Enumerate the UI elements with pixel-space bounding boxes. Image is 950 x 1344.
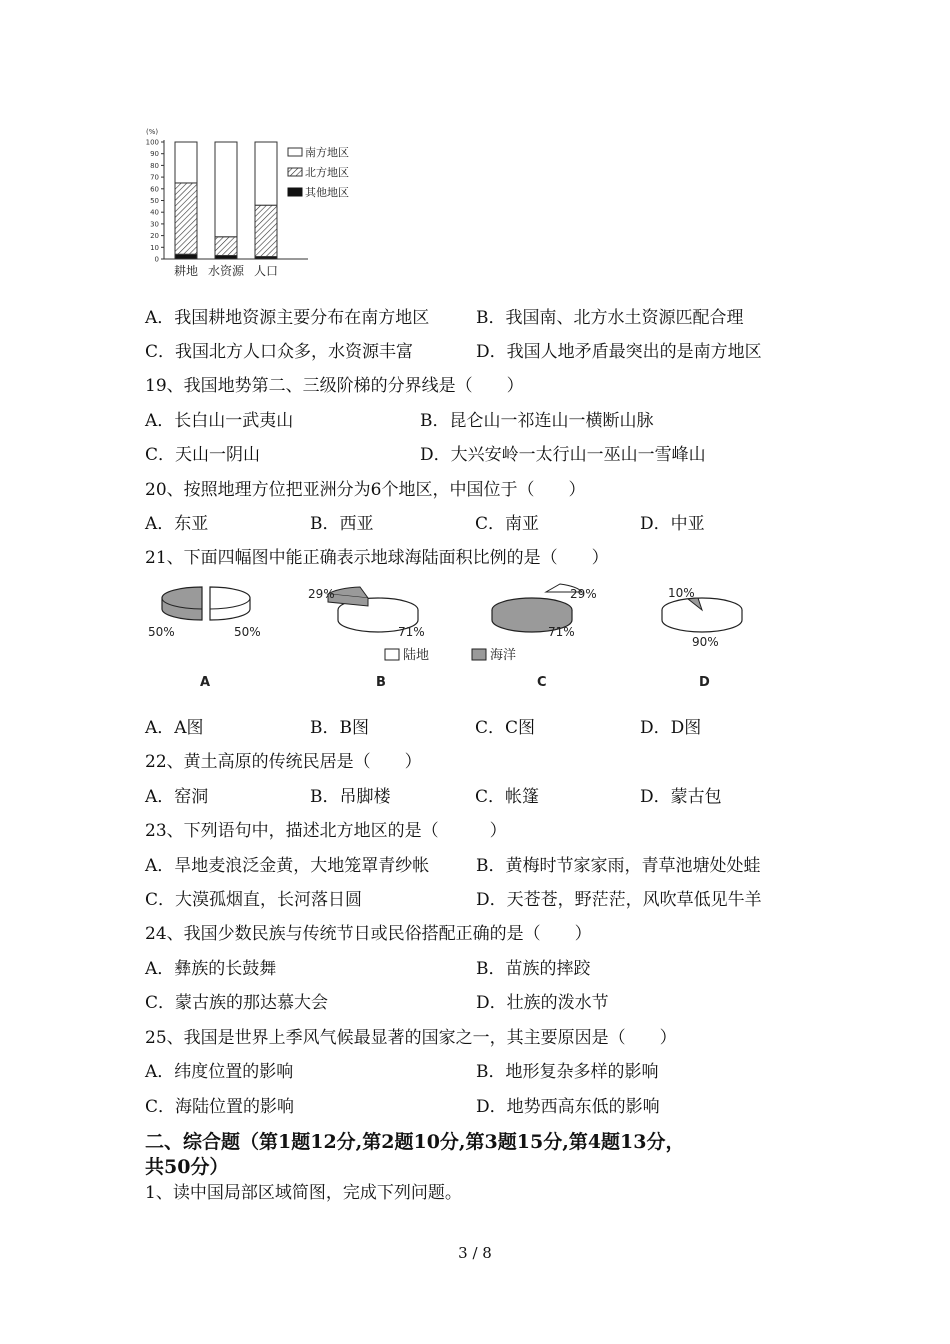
q22-option-d: D．蒙古包: [640, 787, 722, 807]
q18-option-d: D．我国人地矛盾最突出的是南方地区: [476, 342, 762, 362]
pie-b-land-label: 71%: [398, 625, 425, 639]
q19-option-a: A．长白山一武夷山: [145, 411, 294, 431]
y-tick-label: 0: [154, 255, 159, 264]
q23-option-c: C．大漠孤烟直，长河落日圆: [145, 890, 363, 910]
bar-segment: [255, 142, 277, 205]
q24-option-c: C．蒙古族的那达慕大会: [145, 993, 329, 1013]
y-tick-label: 10: [150, 243, 159, 252]
legend-label-south: 南方地区: [305, 146, 349, 159]
pie-d-ocean-label: 10%: [668, 586, 695, 600]
q21-option-c: C．C图: [475, 718, 536, 738]
pie-d-land-label: 90%: [692, 635, 719, 649]
q25-stem: 25、我国是世界上季风气候最显著的国家之一，其主要原因是（ ）: [145, 1028, 677, 1048]
pie-c-letter: C: [537, 675, 547, 690]
bar-segment: [215, 142, 237, 237]
y-tick-label: 70: [150, 173, 159, 182]
x-category-label: 水资源: [207, 264, 245, 278]
section-2-title-line1: 二、综合题（第1题12分,第2题10分,第3题15分,第4题13分，: [145, 1131, 685, 1153]
q19-option-c: C．天山一阴山: [145, 445, 261, 465]
y-tick-label: 90: [150, 150, 159, 159]
q20-option-a: A．东亚: [145, 514, 209, 534]
bar-segment: [255, 205, 277, 256]
pie-figure-c: [492, 584, 597, 690]
q23-stem: 23、下列语句中，描述北方地区的是（ ）: [145, 821, 507, 841]
q21-option-d: D．D图: [640, 718, 702, 738]
legend-swatch-other: [288, 188, 302, 196]
pie-a-land-label: 50%: [234, 625, 261, 639]
q20-option-c: C．南亚: [475, 514, 540, 534]
y-tick-label: 50: [150, 197, 159, 205]
resource-distribution-chart: [140, 122, 380, 284]
q23-option-d: D．天苍苍，野茫茫，风吹草低见牛羊: [476, 890, 762, 910]
q24-option-a: A．彝族的长鼓舞: [145, 959, 277, 979]
q20-option-b: B．西亚: [310, 514, 374, 534]
q25-option-b: B．地形复杂多样的影响: [476, 1062, 659, 1082]
q20-stem: 20、按照地理方位把亚洲分为6个地区，中国位于（ ）: [145, 480, 586, 500]
legend-swatch-south: [288, 148, 302, 156]
legend-land-label: 陆地: [403, 648, 430, 663]
pie-c-ocean-label: 71%: [548, 625, 575, 639]
legend-ocean-swatch: [472, 649, 486, 660]
q24-option-d: D．壮族的泼水节: [476, 993, 609, 1013]
bar-segment: [215, 237, 237, 256]
bar-segment: [175, 142, 197, 183]
x-category-label: 人口: [253, 264, 279, 278]
q22-option-c: C．帐篷: [475, 787, 540, 807]
q21-option-b: B．B图: [310, 718, 369, 738]
pie-a-letter: A: [200, 675, 211, 690]
section-2-title-line2: 共50分）: [145, 1156, 229, 1178]
q18-option-b: B．我国南、北方水土资源匹配合理: [476, 308, 744, 328]
q23-option-b: B．黄梅时节家家雨，青草池塘处处蛙: [476, 856, 761, 876]
pie-figure-a: [148, 587, 261, 690]
y-tick-label: 40: [150, 208, 159, 217]
y-tick-label: 20: [150, 232, 159, 241]
legend-label-other: 其他地区: [305, 186, 349, 199]
pie-b-letter: B: [376, 675, 386, 690]
q18-option-a: A．我国耕地资源主要分布在南方地区: [145, 308, 430, 328]
q25-option-a: A．纬度位置的影响: [145, 1062, 294, 1082]
bar-segment: [215, 255, 237, 259]
pie-figure-d: [662, 586, 742, 690]
pie-c-land-label: 29%: [570, 587, 597, 601]
q19-option-b: B．昆仑山一祁连山一横断山脉: [420, 411, 654, 431]
bar-segment: [175, 183, 197, 254]
q25-option-c: C．海陆位置的影响: [145, 1097, 295, 1117]
q22-option-a: A．窑洞: [145, 787, 209, 807]
x-category-label: 耕地: [173, 264, 199, 278]
pie-d-letter: D: [699, 675, 710, 690]
q19-stem: 19、我国地势第二、三级阶梯的分界线是（ ）: [145, 376, 524, 396]
section-2-question-1: 1、读中国局部区域简图，完成下列问题。: [145, 1183, 462, 1203]
page-number: 3 / 8: [458, 1244, 492, 1262]
q21-stem: 21、下面四幅图中能正确表示地球海陆面积比例的是（ ）: [145, 548, 609, 568]
legend-land-swatch: [385, 649, 399, 660]
q21-option-a: A．A图: [145, 718, 204, 738]
bar-segment: [175, 254, 197, 259]
q18-option-c: C．我国北方人口众多，水资源丰富: [145, 342, 414, 362]
q23-option-a: A．旱地麦浪泛金黄，大地笼罩青纱帐: [145, 856, 430, 876]
legend-ocean-label: 海洋: [490, 648, 517, 663]
pie-b-ocean-label: 29%: [308, 587, 335, 601]
q24-option-b: B．苗族的摔跤: [476, 959, 591, 979]
q24-stem: 24、我国少数民族与传统节日或民俗搭配正确的是（ ）: [145, 924, 592, 944]
land-ocean-pie-figures: [140, 580, 780, 695]
y-tick-label: 60: [150, 185, 159, 194]
y-tick-label: 80: [150, 161, 159, 170]
q20-option-d: D．中亚: [640, 514, 705, 534]
q25-option-d: D．地势西高东低的影响: [476, 1097, 660, 1117]
legend-label-north: 北方地区: [305, 166, 349, 179]
pie-a-ocean-label: 50%: [148, 625, 175, 639]
y-tick-label: 30: [150, 220, 159, 229]
legend-swatch-north: [288, 168, 302, 176]
q22-option-b: B．吊脚楼: [310, 787, 391, 807]
y-axis-unit: (%): [146, 128, 159, 136]
q19-option-d: D．大兴安岭一太行山一巫山一雪峰山: [420, 445, 706, 465]
pie-figure-b: [308, 587, 425, 690]
q22-stem: 22、黄土高原的传统民居是（ ）: [145, 752, 422, 772]
y-tick-label: 100: [145, 138, 159, 147]
